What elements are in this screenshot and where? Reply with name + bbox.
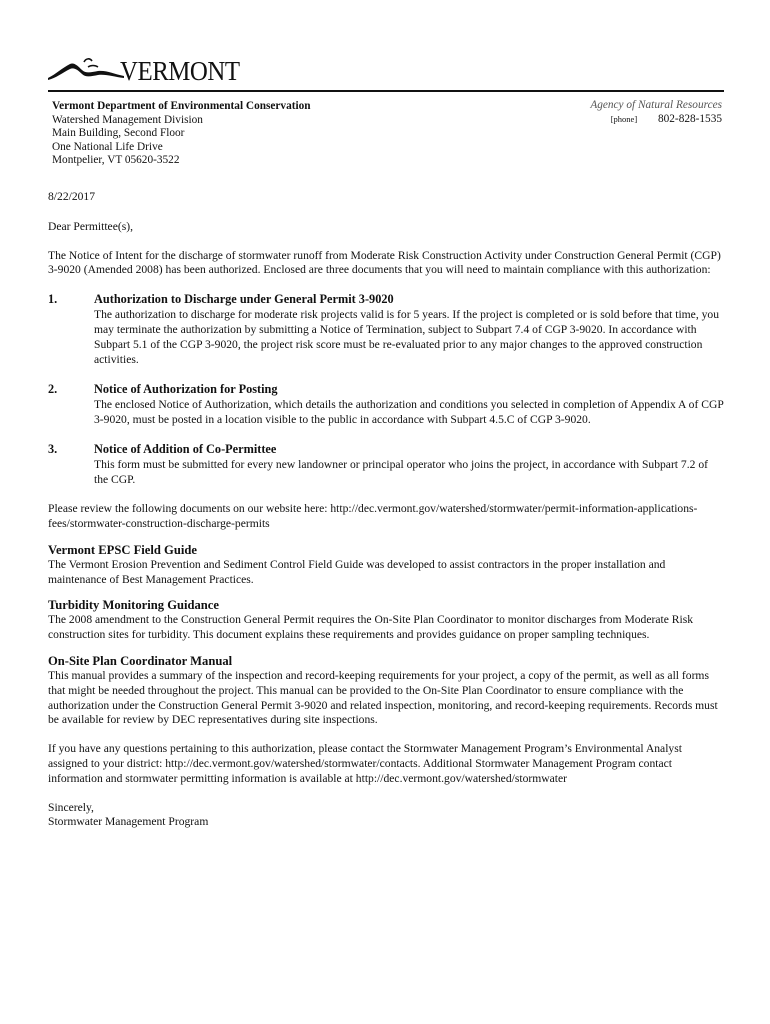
mountain-bird-icon xyxy=(48,52,128,88)
section-text: This manual provides a summary of the inspection and record-keeping requirements for your project, a copy of the permit, as well as all forms that might be needed throughout the project. This manual can be provided to the On-Site Plan Coordinator to ensure compliance with the authorization under the Construction General Permit 3-9020 and related inspection, monitoring, and record-keeping requirements. Records must be available for review by DEC representatives during site inspections. xyxy=(48,668,718,727)
item-number: 3. xyxy=(48,442,58,457)
contact-paragraph: If you have any questions pertaining to this authorization, please contact the Stormwater Management Program’s Environmental Analyst assigned to your district: http://dec.vermont.gov/watershed/stormwater/contacts. Additional Stormwater Management Program contact information and stormwater permitting information is available at http://dec.vermont.gov/watershed/stormwater xyxy=(48,742,682,785)
item-number: 2. xyxy=(48,382,58,397)
department-name: Vermont Department of Environmental Conservation xyxy=(52,100,311,112)
section-text: The 2008 amendment to the Construction General Permit requires the On-Site Plan Coordinator to monitor discharges from Moderate Risk construction sites for turbidity. This document explains these requirements and provides guidance on proper sampling techniques. xyxy=(48,613,694,642)
agency-name: Agency of Natural Resources xyxy=(590,99,722,111)
address-line: Watershed Management Division xyxy=(52,113,203,126)
phone-label: [phone] xyxy=(610,113,638,124)
vermont-logo xyxy=(48,52,238,88)
greeting: Dear Permittee(s), xyxy=(48,219,133,233)
logo-wordmark: VERMONT xyxy=(120,56,240,86)
item-title: Notice of Addition of Co-Permittee xyxy=(94,442,277,457)
item-number: 1. xyxy=(48,292,58,307)
header-rule xyxy=(48,90,724,92)
closing: Sincerely, xyxy=(48,800,94,814)
letter-body xyxy=(48,190,724,830)
website-paragraph: Please review the following documents on our website here: http://dec.vermont.gov/watershed/stormwater/permit-information-applications-fees/stormwater-construction-discharge-permits xyxy=(48,502,698,530)
list-item xyxy=(48,442,724,487)
item-text: This form must be submitted for every new landowner or principal operator who joins the project, in accordance with Subpart 7.2 of the CGP. xyxy=(94,458,708,487)
list-item xyxy=(48,292,724,367)
list-item xyxy=(48,382,724,427)
letter-date: 8/22/2017 xyxy=(48,190,96,203)
section-text: The Vermont Erosion Prevention and Sediment Control Field Guide was developed to assist contractors in the proper installation and maintenance of Best Management Practices. xyxy=(48,557,666,586)
intro-paragraph: The Notice of Intent for the discharge of stormwater runoff from Moderate Risk Construction Activity under Construction General Permit (CGP) 3-9020 (Amended 2008) has been authorized. Enclosed are three documents that you will need to maintain compliance with this authorization: xyxy=(48,248,721,277)
agency-block xyxy=(590,99,722,126)
item-text: The enclosed Notice of Authorization, which details the authorization and conditions you selected in completion of Appendix A of CGP 3-9020, must be posted in a location visible to the public in accordance with Subpart 4.5.C of CGP 3-9020. xyxy=(94,398,724,427)
address-line: One National Life Drive xyxy=(52,140,163,153)
phone-number: 802-828-1535 xyxy=(657,112,722,125)
signature: Stormwater Management Program xyxy=(48,815,209,829)
section-heading: On-Site Plan Coordinator Manual xyxy=(48,653,233,668)
section-heading: Vermont EPSC Field Guide xyxy=(48,542,197,557)
item-title: Notice of Authorization for Posting xyxy=(94,382,278,397)
section-heading: Turbidity Monitoring Guidance xyxy=(48,598,219,613)
item-text: The authorization to discharge for moderate risk projects valid is for 5 years. If the project is completed or is sold before that time, you may terminate the authorization by submitting a Notice of Termination, subject to Subpart 7.4 of CGP 3-9020. In accordance with Subpart 5.1 of the CGP 3-9020, the project risk score must be re-evaluated prior to any major changes to the approved construction activities. xyxy=(94,308,720,367)
address-line: Main Building, Second Floor xyxy=(52,127,185,140)
sender-address xyxy=(52,100,311,168)
address-line: Montpelier, VT 05620-3522 xyxy=(52,154,180,167)
phone-line xyxy=(590,113,722,127)
item-title: Authorization to Discharge under General Permit 3-9020 xyxy=(94,292,394,307)
